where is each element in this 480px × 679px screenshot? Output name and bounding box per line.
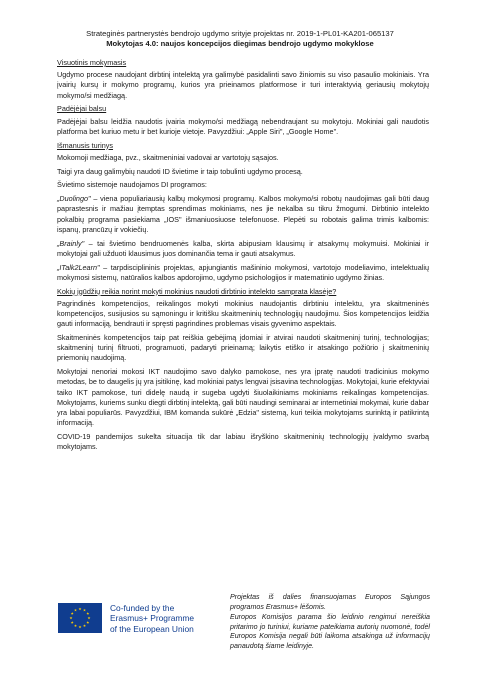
- section-title-global-learning: Visuotinis mokymasis: [57, 58, 127, 67]
- page-footer: [0, 590, 480, 679]
- app-text: – viena populiariausių kalbų mokymosi programų. Kalbos mokymo/si robotų naudojimas gali būti daug paprastesnis ir mažiau įtemptas sprendimas mokiniams, nes jie nekalba su tikru žmogumi. Dirbtinio intelekto pokalbių programa pasiekiama „IOS" išmaniuosiuose telefonuose. Plepėti su robotais galima trimis kalbomis: ispanų, prancūzų ir vokiečių.: [57, 194, 429, 234]
- logo-line: Erasmus+ Programme: [110, 613, 195, 624]
- paragraph: Skaitmeninės kompetencijos taip pat reiškia gebėjimą įdomiai ir atvirai naudoti skaitmeninį turinį, technologijas; skaitmeninį turinį filtruoti, programuoti, padaryti prieinamą; laikytis etiško ir atsakingo požiūrio į skaitmeninių priemonių naudojimą.: [57, 333, 429, 363]
- paragraph: Mokytojai nenoriai mokosi IKT naudojimo savo dalyko pamokose, nes yra įpratę naudoti tradicinius mokymo metodas, be to daugelis jų yra įsitikinę, kad mokiniai patys lengvai įsisavina technologijas. Mokytojai, kurie efektyviai taiko IKT pamokose, turi didelę naudą ir sugeba ugdyti šiuolaikiniams mokiniams reikalingas kompetencijas. Mokytojams, kuriems sunku diegti dirbtinį intelektą, gali būti naudingi seminarai ar internetiniai mokymai, kurie dabar yra labai populiarūs. Pavyzdžiui, IBM komanda sukūrė „Edzia" sistemą, kuri teikia mokytojams surinktą ir patikrintą informaciją.: [57, 367, 429, 428]
- app-name: „ITalk2Learn": [57, 262, 100, 272]
- section-title-voice-assistants: Padėjėjai balsu: [57, 104, 107, 114]
- paragraph: Mokomoji medžiaga, pvz., skaitmeniniai vadovai ar vartotojų sąsajos.: [57, 152, 279, 162]
- paragraph: Ugdymo procese naudojant dirbtinį intelektą yra galimybė pasidalinti savo žiniomis su viso pasaulio mokiniais. Yra įvairių kursų ir mokymo programų, kurios yra prieinamos platformose ir turi interaktyvią geriausių mokytojų mokymo/si medžiagą.: [57, 70, 429, 100]
- paragraph: Padėjėjai balsu leidžia naudotis įvairia mokymo/si medžiagą nebendraujant su mokytoju. Mokiniai gali naudotis platforma bet kuriuo metu ir bet kurioje vietoje. Pavyzdžiui: „Apple Siri", „Google Home".: [57, 116, 429, 136]
- project-line: Strateginės partnerystės bendrojo ugdymo srityje projektas nr. 2019-1-PL01-KA201-065137: [86, 29, 394, 38]
- document-body: [57, 58, 429, 456]
- app-name: „Duolingo": [57, 194, 91, 204]
- erasmus-logo: [58, 603, 220, 637]
- app-text: – tarpdisciplininis projektas, apjungiantis mašininio mokymosi, vartotojo modeliavimo, intelektualių mokymosi sistemų, natūralios kalbos apdorojimo, ugdymo psichologijos ir matematinio ugdymo žinias.: [57, 262, 429, 282]
- app-description-duolingo: [57, 194, 429, 235]
- app-text: – tai švietimo bendruomenės kalba, skirta abipusiam klausimų ir atsakymų mokymuisi. Mokiniai ir mokytojai gali užduoti klausimus juos dominančia tema ir gauti atsakymus.: [57, 238, 429, 258]
- paragraph: COVID-19 pandemijos sukelta situacija tik dar labiau išryškino skaitmeninių technologijų įvaldymo svarbą mokytojams.: [57, 432, 429, 452]
- section-title-smart-content: Išmanusis turinys: [57, 140, 114, 150]
- section-title-skills: Kokių įgūdžių reikia norint mokyti mokinius naudoti dirbtinio intelekto samprata klasėje?: [57, 286, 337, 296]
- disclaimer-paragraph: Europos Komisijos parama šio leidinio rengimui nereiškia pritarimo jo turiniui, kuriame pateikiama autorių nuomonė, todėl Europos Komisija negali būti laikoma atsakinga už informacijų panaudotą šiame leidinyje.: [230, 613, 430, 650]
- logo-caption: [110, 603, 194, 634]
- page-header: [40, 29, 440, 49]
- app-description-italk2learn: [57, 263, 429, 283]
- paragraph: Švietimo sistemoje naudojamos DI programos:: [57, 180, 207, 190]
- paragraph: Taigi yra daug galimybių naudoti ID švietime ir taip tobulinti ugdymo procesą.: [57, 166, 303, 176]
- logo-line: of the European Union: [110, 623, 194, 634]
- paragraph: Pagrindinės kompetencijos, reikalingos mokyti mokinius naudojantis dirbtiniu intelektu, yra skaitmeninės kompetencijos, susijusios su sąmoningu ir kritišku skaitmeninių technologijų naudojimu. Šios kompetencijos leidžia gauti informaciją, bendrauti ir spręsti pagrindines problemas visais gyvenimo aspektais.: [57, 298, 429, 329]
- app-description-brainly: [57, 239, 429, 259]
- project-title: Mokytojas 4.0: naujos koncepcijos diegimas bendrojo ugdymo mokyklose: [106, 39, 374, 48]
- app-name: „Brainly": [57, 238, 85, 248]
- logo-line: Co-funded by the: [110, 603, 175, 613]
- disclaimer-paragraph: Projektas iš dalies finansuojamas Europos Sąjungos programos Erasmus+ lėšomis.: [230, 593, 430, 611]
- funding-disclaimer: [230, 593, 430, 653]
- eu-flag-icon: [58, 603, 102, 633]
